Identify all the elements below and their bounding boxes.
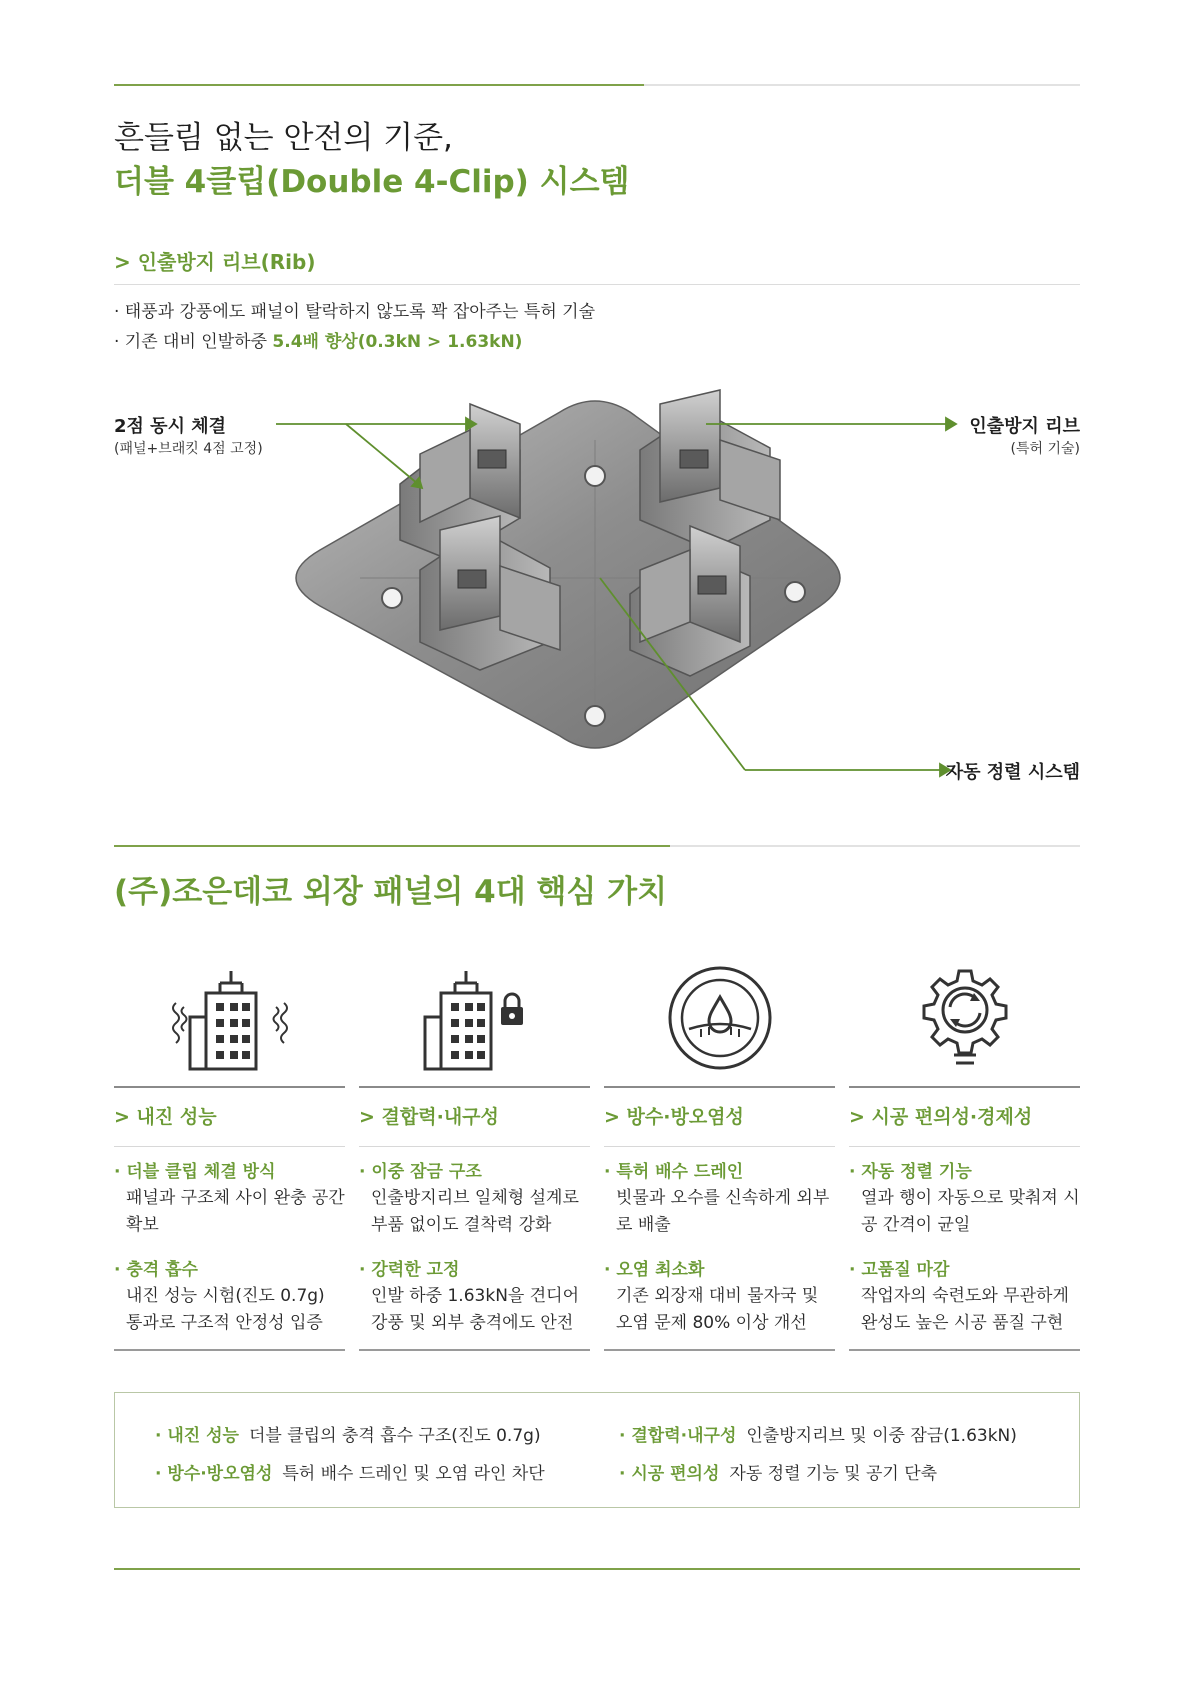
plate-hole <box>585 466 605 486</box>
feature-title: · 강력한 고정 <box>359 1260 460 1280</box>
gear-bulb-icon <box>910 963 1020 1073</box>
title-line-1: 흔들림 없는 안전의 기준, <box>114 120 453 156</box>
summary-key: · 시공 편의성 <box>619 1464 720 1484</box>
value-heading: > 결합력·내구성 <box>359 1106 499 1128</box>
feature-title: · 고품질 마감 <box>849 1260 950 1280</box>
page-title <box>114 116 629 204</box>
summary-box <box>114 1392 1080 1508</box>
summary-key: · 방수·방오염성 <box>155 1464 273 1484</box>
bottom-rule <box>114 1568 1080 1570</box>
clip-top-right <box>640 390 780 550</box>
value-heading: > 시공 편의성·경제성 <box>849 1106 1033 1128</box>
rib-divider <box>114 284 1080 285</box>
feature-title: · 이중 잠금 구조 <box>359 1162 482 1182</box>
plate-hole <box>585 706 605 726</box>
title-line-2: 더블 4클립(Double 4-Clip) 시스템 <box>114 164 630 200</box>
value-column <box>359 958 590 1351</box>
summary-text: 자동 정렬 기능 및 공기 단축 <box>729 1464 938 1484</box>
plate-hole <box>785 582 805 602</box>
top-rule <box>114 84 1080 86</box>
rib-bullet-1: · 태풍과 강풍에도 패널이 탈락하지 않도록 꽉 잡아주는 특허 기술 <box>114 302 596 322</box>
feature-body: 내진 성능 시험(진도 0.7g) 통과로 구조적 안정성 입증 <box>126 1286 325 1333</box>
summary-text: 더블 클립의 충격 흡수 구조(진도 0.7g) <box>248 1426 541 1446</box>
building-vibration-icon <box>160 963 300 1073</box>
feature-body: 작업자의 숙련도와 무관하게 완성도 높은 시공 품질 구현 <box>861 1286 1069 1333</box>
rib-bullets <box>114 297 595 357</box>
callout-right-title: 인출방지 리브 <box>969 416 1080 437</box>
feature-body: 열과 행이 자동으로 맞춰져 시공 간격이 균일 <box>861 1188 1080 1235</box>
value-column <box>604 958 835 1351</box>
value-heading: > 방수·방오염성 <box>604 1106 744 1128</box>
feature-body: 패널과 구조체 사이 완충 공간 확보 <box>126 1188 345 1235</box>
callout-left-title: 2점 동시 체결 <box>114 416 226 437</box>
summary-text: 인출방지리브 및 이중 잠금(1.63kN) <box>746 1426 1017 1446</box>
core-values-grid <box>114 958 1080 1351</box>
value-heading: > 내진 성능 <box>114 1106 217 1128</box>
value-column <box>114 958 345 1351</box>
summary-item <box>155 1459 545 1484</box>
summary-text: 특허 배수 드레인 및 오염 라인 차단 <box>282 1464 545 1484</box>
callout-left-sub: (패널+브래킷 4점 고정) <box>114 441 263 457</box>
rib-heading: > 인출방지 리브(Rib) <box>114 250 316 274</box>
feature-body: 인출방지리브 일체형 설계로 부품 없이도 결착력 강화 <box>371 1188 579 1235</box>
summary-key: · 내진 성능 <box>155 1426 239 1446</box>
feature-body: 기존 외장재 대비 물자국 및 오염 문제 80% 이상 개선 <box>616 1286 819 1333</box>
feature-title: · 오염 최소화 <box>604 1260 705 1280</box>
feature-title: · 특허 배수 드레인 <box>604 1162 744 1182</box>
rib-bullet-2-prefix: · 기존 대비 인발하중 <box>114 332 273 352</box>
section2-title: (주)조은데코 외장 패널의 4대 핵심 가치 <box>114 874 668 910</box>
callout-bottom-title: 자동 정렬 시스템 <box>945 762 1080 783</box>
feature-title: · 충격 흡수 <box>114 1260 198 1280</box>
callout-right-sub: (특허 기술) <box>1010 441 1080 457</box>
value-column <box>849 958 1080 1351</box>
callout-bottom <box>946 758 1080 784</box>
building-lock-icon <box>405 963 545 1073</box>
section2-rule <box>114 845 1080 847</box>
water-drop-icon <box>665 963 775 1073</box>
summary-item <box>619 1421 1017 1446</box>
plate-hole <box>382 588 402 608</box>
callout-left <box>114 412 263 458</box>
callout-right <box>969 412 1080 458</box>
rib-bullet-2-highlight: 5.4배 향상(0.3kN > 1.63kN) <box>272 332 523 352</box>
summary-key: · 결합력·내구성 <box>619 1426 737 1446</box>
feature-title: · 더블 클립 체결 방식 <box>114 1162 276 1182</box>
summary-item <box>619 1459 937 1484</box>
feature-title: · 자동 정렬 기능 <box>849 1162 972 1182</box>
rib-bullet-2 <box>114 327 595 357</box>
feature-body: 빗물과 오수를 신속하게 외부로 배출 <box>616 1188 830 1235</box>
summary-item <box>155 1421 541 1446</box>
feature-body: 인발 하중 1.63kN을 견디어 강풍 및 외부 충격에도 안전 <box>371 1286 580 1333</box>
